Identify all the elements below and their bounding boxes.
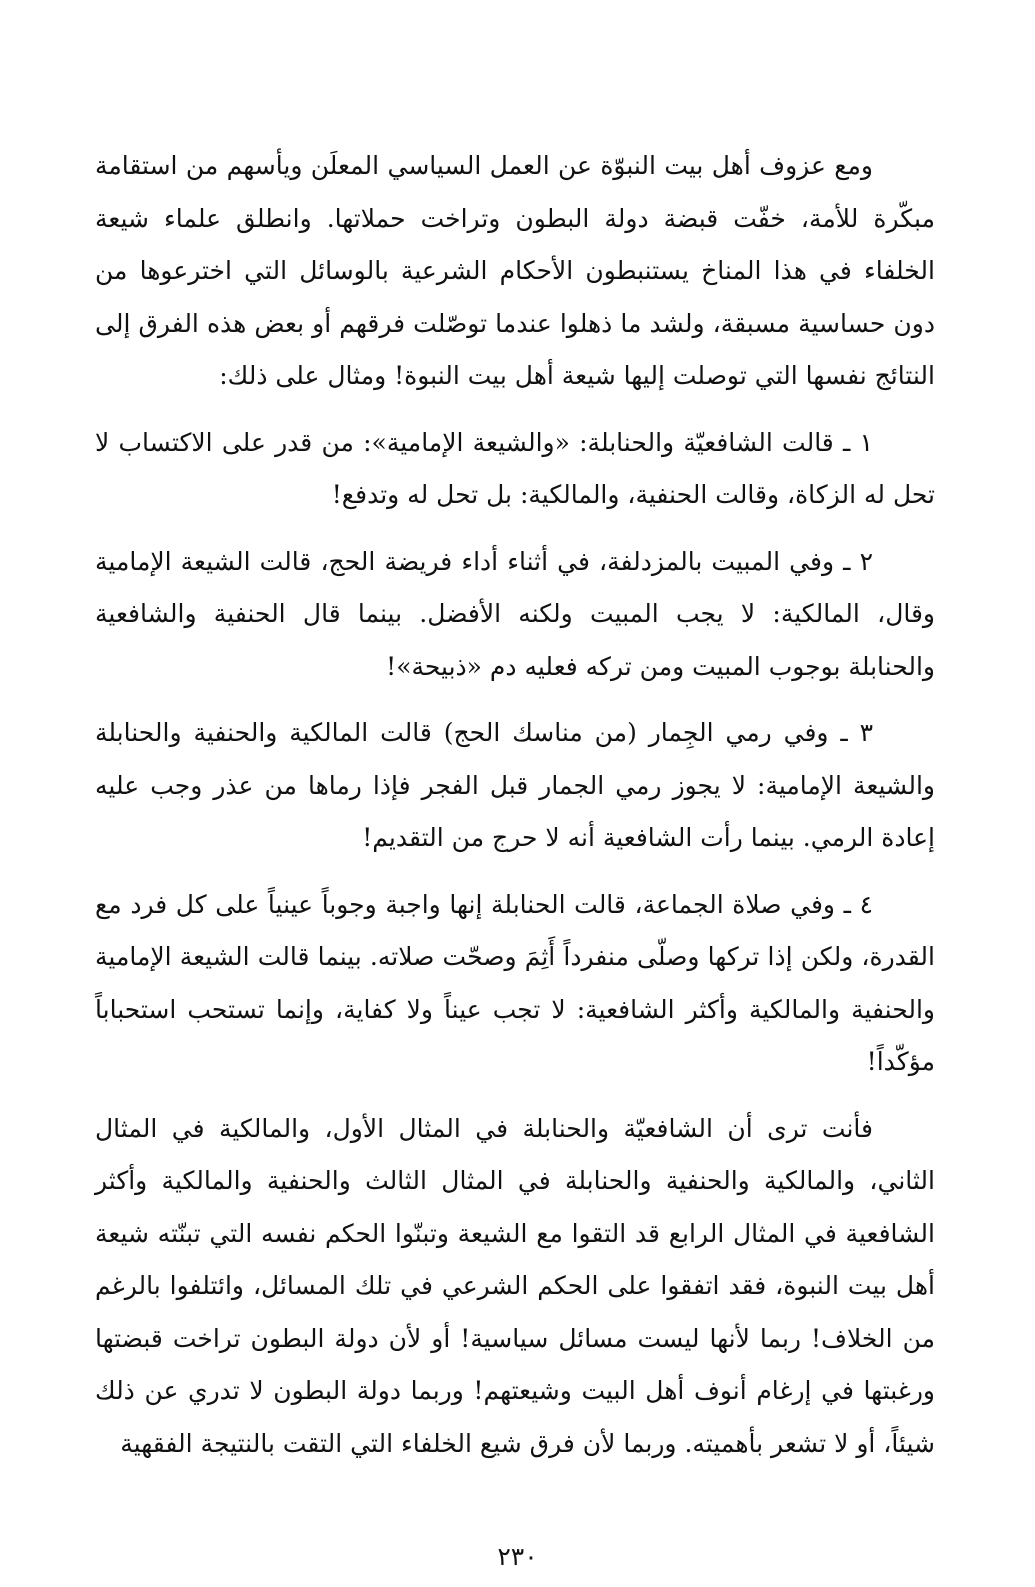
page-number: ٢٣٠ [497, 1542, 538, 1571]
conclusion-paragraph: فأنت ترى أن الشافعيّة والحنابلة في المثال الأول، والمالكية في المثال الثاني، والمالكية والحنفية والحنابلة في المثال الثالث والحنفية والمالكية وأكثر الشافعية في المثال الرابع قد التقوا مع الشيعة وتبنّوا الحكم نفسه التي تبنّته شيعة أهل بيت النبوة، فقد اتفقوا على الحكم الشرعي في تلك المسائل، وائتلفوا بالرغم من الخلاف! ربما لأنها ليست مسائل سياسية! أو لأن دولة البطون تراخت قبضتها ورغبتها في إرغام أنوف أهل البيت وشيعتهم! وربما دولة البطون لا تدري عن ذلك شيئاً، أو لا تشعر بأهميته. وربما لأن فرق شيع الخلفاء التي التقت بالنتيجة الفقهية [95, 1113, 935, 1458]
page-body [95, 140, 935, 1470]
example-item-2: ٢ ـ وفي المبيت بالمزدلفة، في أثناء أداء فريضة الحج، قالت الشيعة الإمامية وقال، المالكية: لا يجب المبيت ولكنه الأفضل. بينما قال الحنفية والشافعية والحنابلة بوجوب المبيت ومن تركه فعليه دم «ذبيحة»! [95, 546, 935, 681]
example-item-1: ١ ـ قالت الشافعيّة والحنابلة: «والشيعة الإمامية»: من قدر على الاكتساب لا تحل له الزكاة، وقالت الحنفية، والمالكية: بل تحل له وتدفع! [95, 427, 935, 509]
example-item-4: ٤ ـ وفي صلاة الجماعة، قالت الحنابلة إنها واجبة وجوباً عينياً على كل فرد مع القدرة، ولكن إذا تركها وصلّى منفرداً أَثِمَ وصحّت صلاته. بينما قالت الشيعة الإمامية والحنفية والمالكية وأكثر الشافعية: لا تجب عيناً ولا كفاية، وإنما تستحب استحباباً مؤكّداً! [95, 889, 935, 1076]
intro-paragraph: ومع عزوف أهل بيت النبوّة عن العمل السياسي المعلَن ويأسهم من استقامة مبكّرة للأمة، خفّت قبضة دولة البطون وتراخت حملاتها. وانطلق علماء شيعة الخلفاء في هذا المناخ يستنبطون الأحكام الشرعية بالوسائل التي اخترعوها من دون حساسية مسبقة، ولشد ما ذهلوا عندما توصّلت فرقهم أو بعض هذه الفرق إلى النتائج نفسها التي توصلت إليها شيعة أهل بيت النبوة! ومثال على ذلك: [95, 151, 935, 390]
example-item-3: ٣ ـ وفي رمي الجِمار (من مناسك الحج) قالت المالكية والحنفية والحنابلة والشيعة الإمامية: لا يجوز رمي الجمار قبل الفجر فإذا رماها من عذر وجب عليه إعادة الرمي. بينما رأت الشافعية أنه لا حرج من التقديم! [95, 718, 935, 852]
